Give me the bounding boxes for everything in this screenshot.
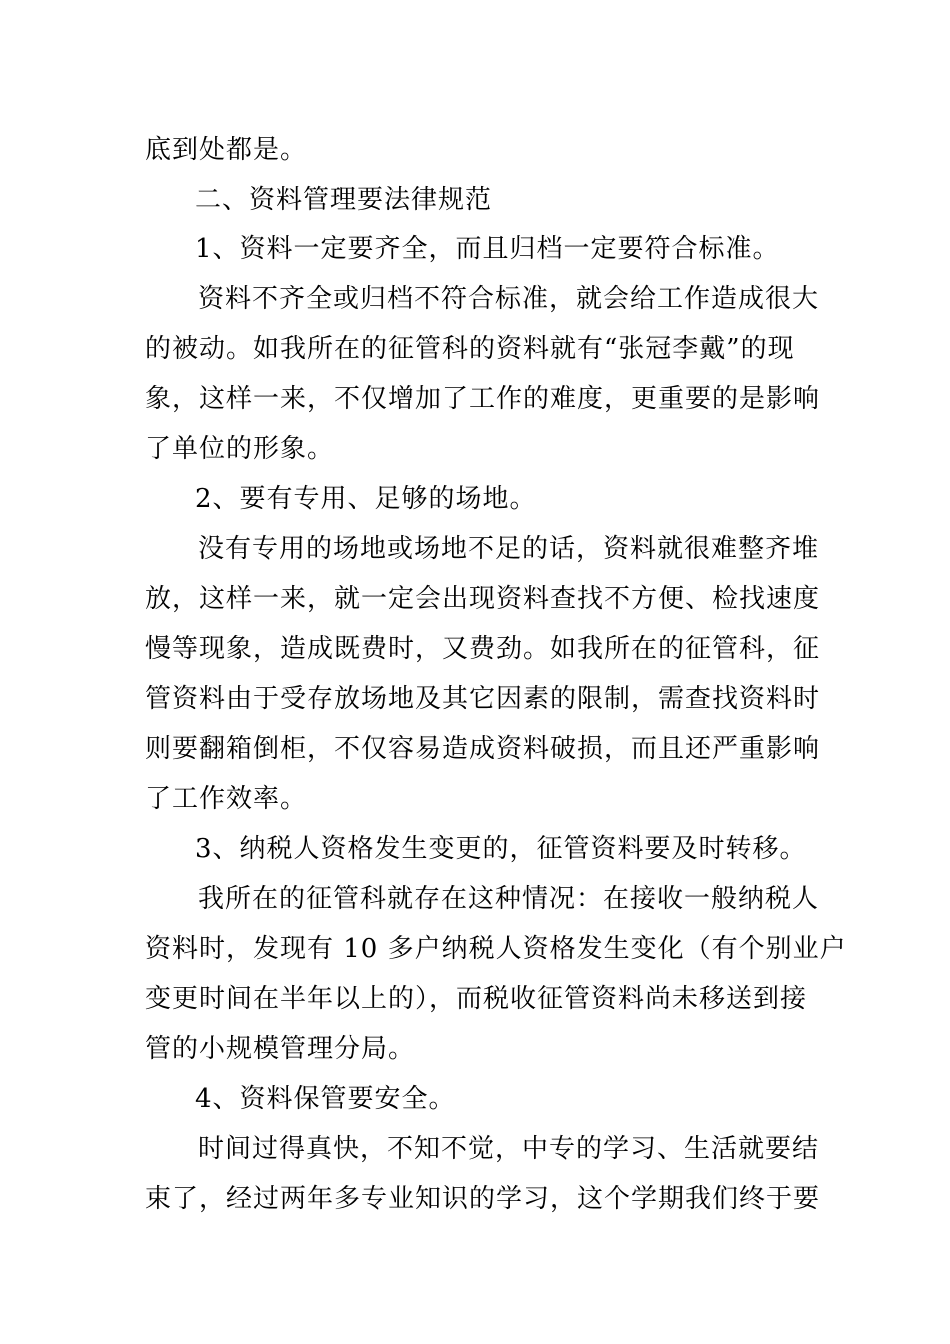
text-line: 时间过得真快，不知不觉，中专的学习、生活就要结 [198,1134,820,1164]
text-line: 管资料由于受存放场地及其它因素的限制，需查找资料时 [145,684,821,714]
text-line: 了单位的形象。 [145,434,335,464]
text-line: 慢等现象，造成既费时，又费劲。如我所在的征管科，征 [145,634,821,664]
text-line: 没有专用的场地或场地不足的话，资料就很难整齐堆 [198,534,820,564]
text-line: 变更时间在半年以上的），而税收征管资料尚未移送到接 [145,984,808,1014]
text-line: 束了，经过两年多专业知识的学习，这个学期我们终于要 [145,1184,821,1214]
section-heading: 二、资料管理要法律规范 [195,185,493,215]
subheading: 4、资料保管要安全。 [195,1084,456,1114]
text-line: 管的小规模管理分局。 [145,1034,416,1064]
text-line: 则要翻箱倒柜，不仅容易造成资料破损，而且还严重影响 [145,734,821,764]
text-line: 的被动。如我所在的征管科的资料就有“张冠李戴”的现 [145,334,795,364]
text-line: 我所在的征管科就存在这种情况：在接收一般纳税人 [198,884,820,914]
text-line: 底到处都是。 [145,135,308,165]
text-line: 了工作效率。 [145,784,308,814]
text-line: 资料时，发现有 10 多户纳税人资格发生变化（有个别业户 [145,934,847,964]
text-line: 资料不齐全或归档不符合标准，就会给工作造成很大 [198,284,820,314]
subheading: 2、要有专用、足够的场地。 [195,484,537,514]
text-line: 放，这样一来，就一定会出现资料查找不方便、检找速度 [145,584,821,614]
subheading: 3、纳税人资格发生变更的，征管资料要及时转移。 [195,834,807,864]
subheading: 1、资料一定要齐全，而且归档一定要符合标准。 [195,234,780,264]
text-line: 象，这样一来，不仅增加了工作的难度，更重要的是影响 [145,384,821,414]
